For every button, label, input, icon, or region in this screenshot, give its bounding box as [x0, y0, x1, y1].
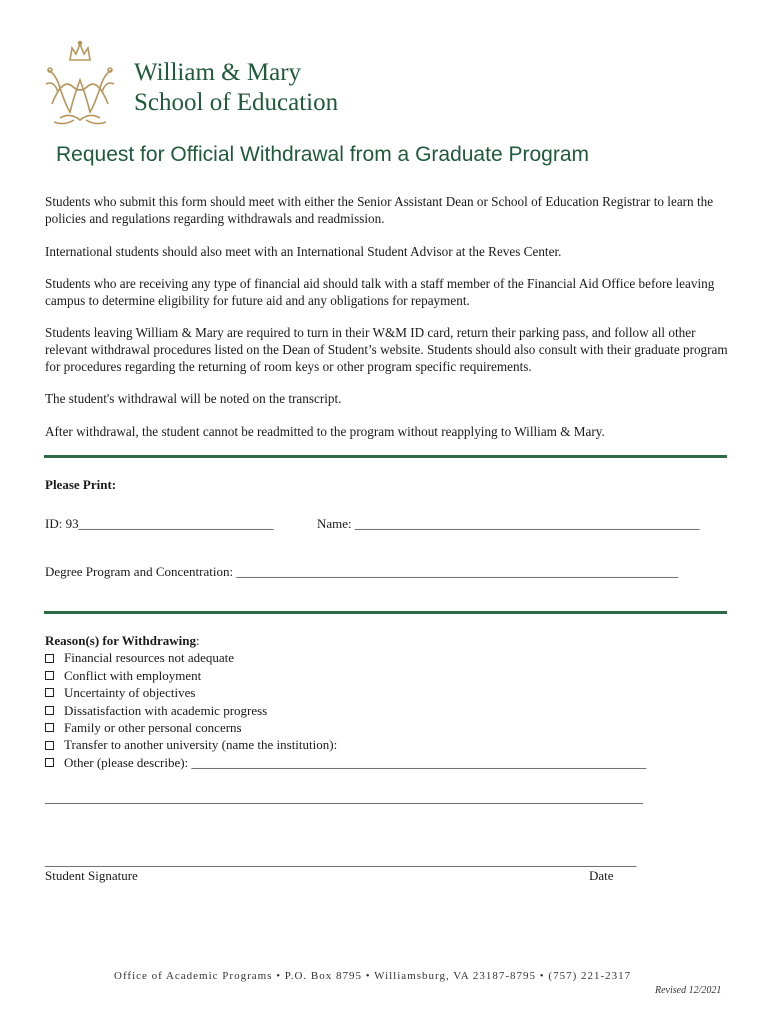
form-title: Request for Official Withdrawal from a Graduate Program — [56, 143, 589, 166]
section-divider-top — [44, 455, 727, 458]
other-description-line[interactable]: ____________________________________________________________________________________________ — [45, 790, 643, 805]
institution-name — [134, 58, 338, 118]
student-id-field[interactable]: ID: 93______________________________ — [45, 516, 274, 531]
reason-option[interactable] — [45, 667, 646, 684]
signature-line[interactable]: ___________________________________________________________________________________________ — [45, 853, 637, 868]
degree-program-field[interactable]: Degree Program and Concentration: ____________________________________________________________________ — [45, 564, 679, 579]
checkbox[interactable] — [45, 688, 54, 697]
intro-paragraph-6: After withdrawal, the student cannot be readmitted to the program without reapplying to William & Mary. — [45, 424, 605, 439]
checkbox[interactable] — [45, 723, 54, 732]
reason-option[interactable] — [45, 702, 646, 719]
reason-label: Uncertainty of objectives — [64, 685, 196, 701]
reason-option[interactable] — [45, 736, 646, 753]
intro-paragraph-4: Students leaving William & Mary are required to turn in their W&M ID card, return their parking pass, and follow all other relevant withdrawal procedures listed on the Dean of Student’s website. Students should also consult with their graduate program for procedures regarding the returning of room keys or other program specific requirements. — [45, 325, 728, 374]
section-divider-middle — [44, 611, 727, 614]
checkbox[interactable] — [45, 741, 54, 750]
revision-date: Revised 12/2021 — [655, 985, 722, 996]
student-name-field[interactable]: Name: _____________________________________________________ — [317, 516, 700, 531]
please-print-label: Please Print: — [45, 477, 117, 492]
intro-paragraph-5: The student's withdrawal will be noted on the transcript. — [45, 391, 342, 406]
reason-option[interactable] — [45, 649, 646, 666]
intro-paragraph-3: Students who are receiving any type of financial aid should talk with a staff member of the Financial Aid Office before leaving campus to determine eligibility for future aid and any obligations for repayment. — [45, 276, 715, 308]
footer-address: Office of Academic Programs • P.O. Box 8795 • Williamsburg, VA 23187-8795 • (757) 221-2317 — [114, 970, 632, 982]
withdrawal-reasons — [45, 632, 646, 771]
reason-option[interactable] — [45, 719, 646, 736]
reason-label: Conflict with employment — [64, 667, 202, 683]
checkbox[interactable] — [45, 654, 54, 663]
checkbox[interactable] — [45, 706, 54, 715]
reason-option[interactable] — [45, 684, 646, 701]
student-signature-label: Student Signature — [45, 868, 138, 883]
intro-paragraph-1: Students who submit this form should meet with either the Senior Assistant Dean or School of Education Registrar to learn the policies and regulations regarding withdrawals and readmission. — [45, 194, 714, 226]
cypher-crown-icon — [40, 40, 120, 128]
brand-line-1: William & Mary — [134, 59, 302, 86]
checkbox[interactable] — [45, 758, 54, 767]
reason-label: Financial resources not adequate — [64, 650, 235, 666]
date-label: Date — [589, 868, 614, 883]
reason-label: Family or other personal concerns — [64, 720, 242, 736]
intro-paragraph-2: International students should also meet with an International Student Advisor at the Reves Center. — [45, 244, 562, 259]
reason-label[interactable]: Other (please describe): ______________________________________________________________________ — [64, 754, 647, 770]
reason-label: Dissatisfaction with academic progress — [64, 702, 268, 718]
checkbox[interactable] — [45, 671, 54, 680]
reasons-heading-text: Reason(s) for Withdrawing — [45, 633, 196, 648]
wm-cypher-logo — [40, 40, 120, 128]
reasons-heading — [45, 632, 646, 649]
reasons-heading-colon: : — [195, 633, 200, 648]
reason-option-other[interactable] — [45, 754, 646, 771]
brand-line-2: School of Education — [134, 89, 339, 116]
reason-label: Transfer to another university (name the institution): — [64, 737, 338, 753]
